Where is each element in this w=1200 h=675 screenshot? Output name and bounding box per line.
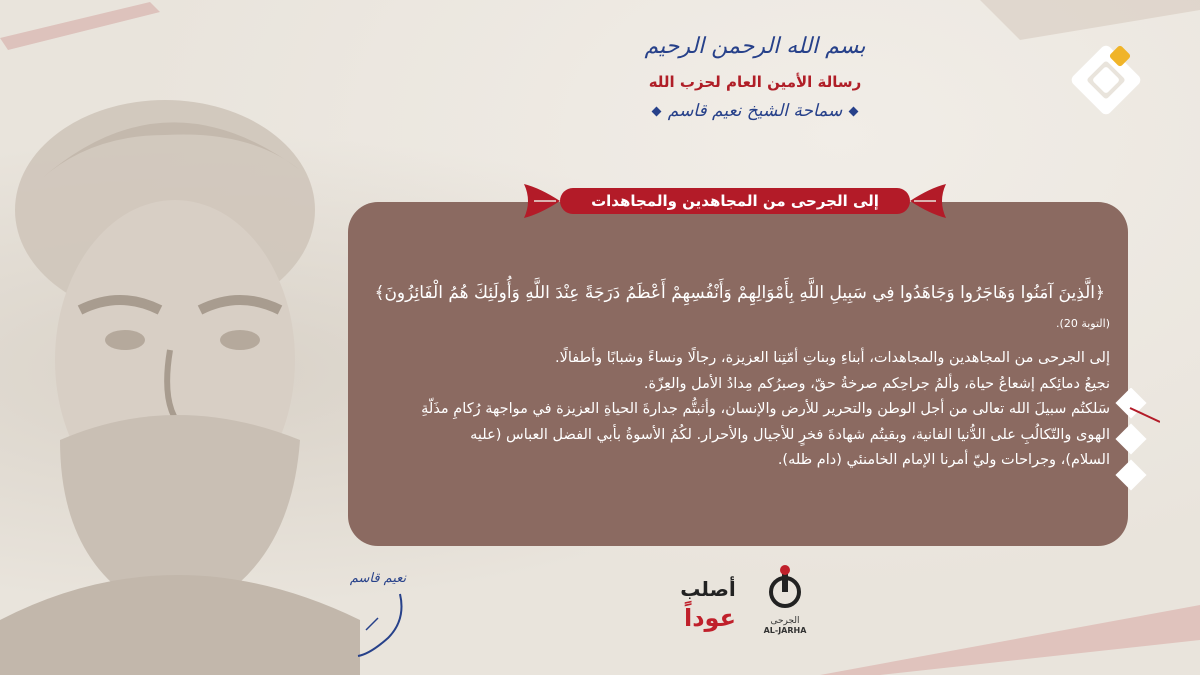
title-banner <box>520 180 950 222</box>
svg-text:أصلب: أصلب <box>680 577 736 601</box>
leaf-ornament-icon <box>910 180 950 222</box>
diamond-icon <box>651 106 661 116</box>
channel-logo-icon <box>1068 42 1144 118</box>
body-line: إلى الجرحى من المجاهدين والمجاهدات، أبناءِ وبناتِ أمّتِنا العزيزة، رجالًا ونساءً وشبابًا وأطفالًا. <box>554 350 1110 366</box>
svg-text:عوداً: عوداً <box>684 604 736 632</box>
portrait-illustration <box>0 60 360 675</box>
svg-text:نعيم قاسم: نعيم قاسم <box>349 571 407 586</box>
brush-stroke-bottom-right <box>820 600 1200 675</box>
author-name: سماحة الشيخ نعيم قاسم <box>667 101 843 121</box>
message-body <box>420 346 1110 474</box>
brand-en-label: AL-JARHA <box>763 626 807 635</box>
verse-reference: (التوبة 20). <box>1056 317 1110 330</box>
banner-title: إلى الجرحى من المجاهدين والمجاهدات <box>560 188 910 214</box>
brush-stroke-top-left <box>0 0 160 50</box>
jarha-emblem-icon <box>765 564 805 610</box>
leaf-ornament-icon <box>520 180 560 222</box>
header <box>590 30 920 121</box>
message-subtitle: رسالة الأمين العام لحزب الله <box>648 73 862 91</box>
body-line: نجيعُ دمائِكم إشعاعُ حياة، وألمُ جراحِكم صرخةُ حقّ، وصبرُكم مِدادُ الأمل والعِزّة. <box>643 375 1110 392</box>
diamond-icon <box>849 106 859 116</box>
handwritten-signature-icon <box>348 560 418 660</box>
basmala: بسم الله الرحمن الرحيم <box>644 34 866 59</box>
side-diamond-icons <box>1110 388 1160 498</box>
brand-logo-aslab-icon <box>668 566 748 636</box>
body-paragraph: سَلكتُم سبيلَ الله تعالى من أجل الوطن والتحرير للأرض والإنسان، وأثبتُّم جدارةَ الحياةِ العزيزة في مواجهة رُكامِ مذَلّةِ الهوى والتّكالُبِ على الدُّنيا الفانية، وبقيتُم شهادةَ فخرٍ للأجيال والأحرار. لكُمُ الأسوةُ بأبي الفضل العباس (عليه السلام)، وجراحات وليّ أمرنا الإمام الخامنئي (دام ظله). <box>421 401 1110 468</box>
author-row <box>590 101 920 121</box>
brand-ar-label: الجرحى <box>770 616 800 626</box>
brand-logo-jarha <box>760 564 810 636</box>
brush-stroke-top-right <box>980 0 1200 40</box>
quran-verse: ﴿الَّذِينَ آمَنُوا وَهَاجَرُوا وَجَاهَدُوا فِي سَبِيلِ اللَّهِ بِأَمْوَالِهِمْ وَأَنْفُسِهِمْ أَعْظَمُ دَرَجَةً عِنْدَ اللَّهِ وَأُولَئِكَ هُمُ الْفَائِزُونَ﴾ <box>374 283 1105 303</box>
